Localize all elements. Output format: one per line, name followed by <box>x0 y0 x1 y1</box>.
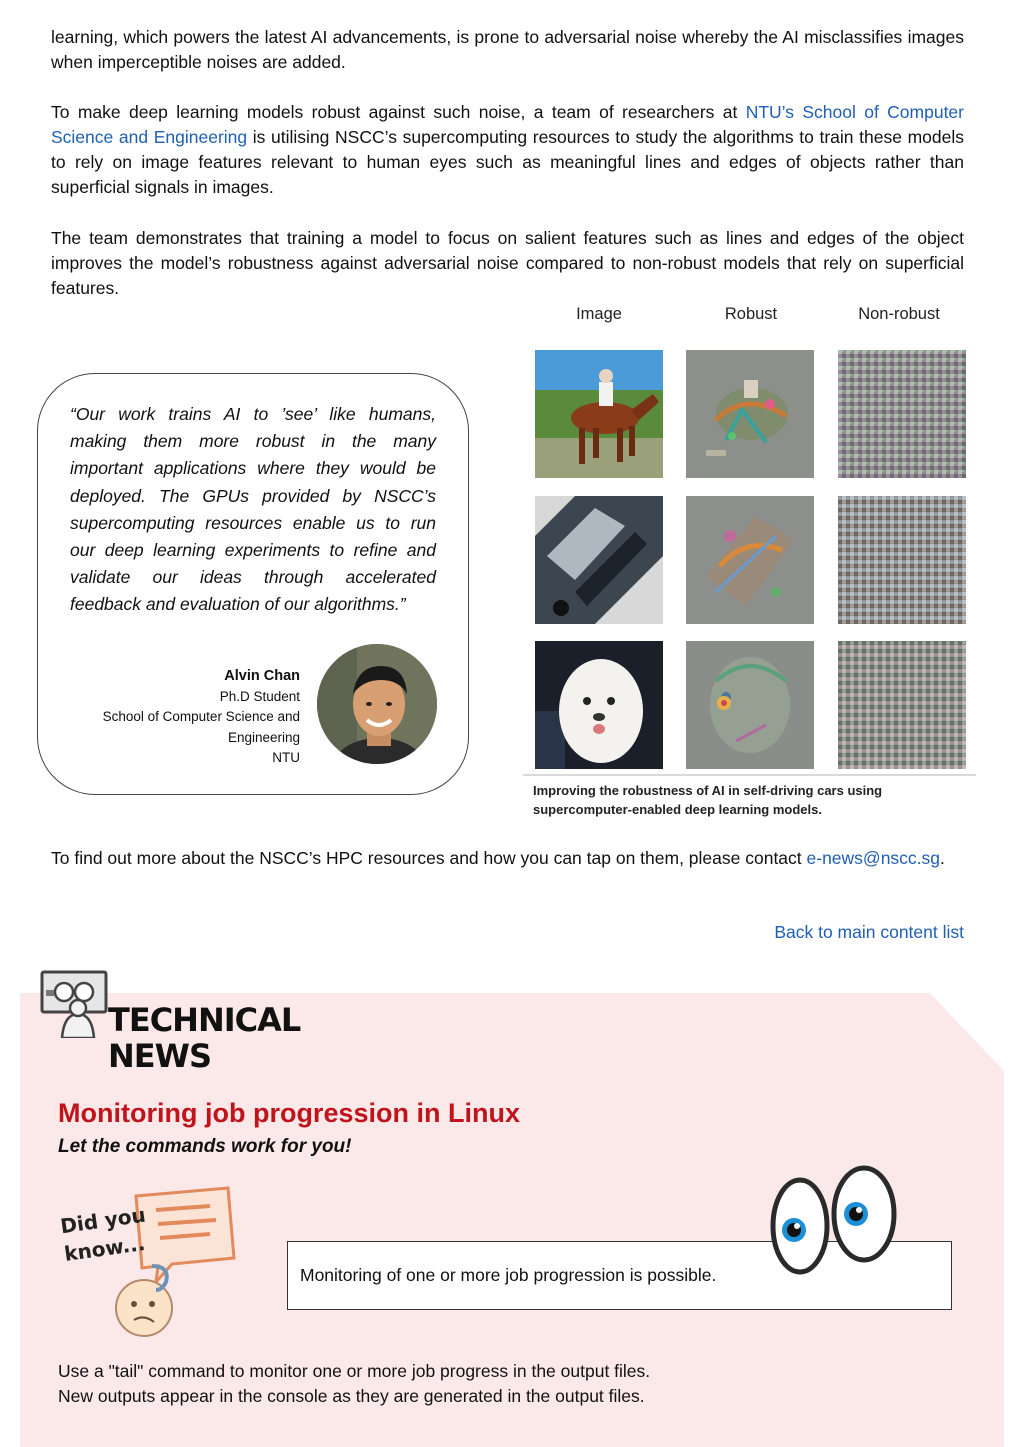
quote-author-role: Ph.D Student <box>219 688 300 704</box>
ntu-scse-link[interactable]: NTU’s School of Computer Science and Engineering <box>51 102 964 147</box>
figure-robust-horse <box>686 350 814 478</box>
contact-text: To find out more about the NSCC’s HPC resources and how you can tap on them, please contact <box>51 848 807 868</box>
body-line-1: Use a "tail" command to monitor one or more job progress in the output files. <box>58 1361 651 1381</box>
figure-column-robust: Robust <box>724 305 778 323</box>
did-you-know-text: Did you know... <box>58 1202 148 1267</box>
eyes-icon <box>770 1164 902 1280</box>
avatar <box>317 644 437 764</box>
quote-author-org: NTU <box>272 750 300 765</box>
figure-caption <box>533 781 973 819</box>
back-to-main-link[interactable]: Back to main content list <box>774 922 964 942</box>
did-you-know-graphic <box>60 1186 240 1342</box>
article-subtitle: Let the commands work for you! <box>58 1136 352 1157</box>
figure-caption-line-1: Improving the robustness of AI in self-driving cars using <box>533 783 883 798</box>
figure-column-image: Image <box>576 305 622 323</box>
technical-news-heading <box>108 1002 300 1074</box>
quote-author-name: Alvin Chan <box>224 668 300 684</box>
contact-paragraph <box>51 846 964 871</box>
contact-period: . <box>940 848 945 868</box>
intro-paragraph-3: The team demonstrates that training a model to focus on salient features such as lines and edges of the object improves the model’s robustness against adversarial noise compared to non-robust models that rely on superficial features. <box>51 228 964 298</box>
intro-paragraph-2-text-b: is utilising NSCC’s supercomputing resources to study the algorithms to train these models to rely on image features relevant to human eyes such as meaningful lines and edges of objects rather than superficial signals in images. <box>51 127 964 197</box>
info-box-text: Monitoring of one or more job progression is possible. <box>300 1265 717 1285</box>
figure-divider <box>523 774 976 776</box>
contact-email-link[interactable]: e-news@nscc.sg <box>806 848 941 868</box>
quote-author-dept-line-1: School of Computer Science and <box>102 709 300 724</box>
quote-box <box>37 373 469 795</box>
quote-text: “Our work trains AI to ’see’ like humans, making them more robust in the many important applications where they would be deployed. The GPUs provided by NSCC’s supercomputing resources enable us to run our deep learning experiments to refine and validate our ideas through accelerated feedback and evaluation of our algorithms.” <box>70 404 436 615</box>
quote-attribution <box>70 666 300 769</box>
quote-author-dept-line-2: Engineering <box>227 729 300 745</box>
technical-news-icon <box>38 968 114 1038</box>
technical-news-heading-line-2: NEWS <box>108 1037 211 1075</box>
figure-image-horse <box>535 350 663 478</box>
intro-paragraph-2 <box>51 100 964 200</box>
figure-robust-car <box>686 496 814 624</box>
figure-caption-line-2: supercomputer-enabled deep learning models. <box>533 802 822 817</box>
body-line-2: New outputs appear in the console as they are generated in the output files. <box>58 1386 645 1406</box>
article-title: Monitoring job progression in Linux <box>58 1098 520 1128</box>
technical-news-heading-line-1: TECHNICAL <box>108 1001 301 1039</box>
figure-column-non-robust: Non-robust <box>858 305 940 323</box>
intro-paragraph-1: learning, which powers the latest AI advancements, is prone to adversarial noise whereby the AI misclassifies images when imperceptible noises are added. <box>51 27 964 72</box>
figure-image-car <box>535 496 663 624</box>
figure-nonrobust-car <box>838 496 966 624</box>
figure-robust-dog <box>686 641 814 769</box>
figure-nonrobust-horse <box>838 350 966 478</box>
figure-nonrobust-dog <box>838 641 966 769</box>
intro-paragraph-2-text-a: To make deep learning models robust against such noise, a team of researchers at <box>51 102 746 122</box>
figure-image-dog <box>535 641 663 769</box>
